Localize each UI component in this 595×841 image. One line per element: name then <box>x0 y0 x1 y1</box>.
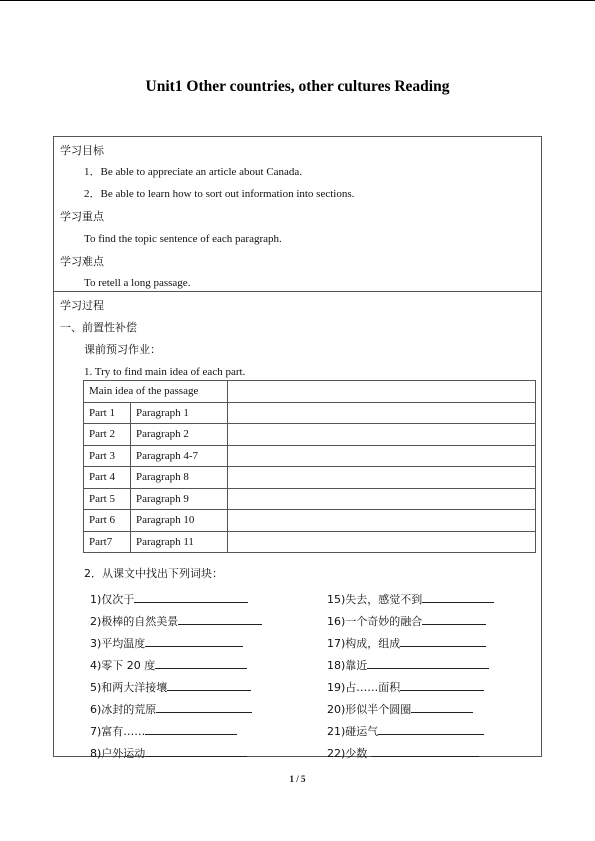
task2-text: 2．从课文中找出下列词块： <box>84 567 223 580</box>
paragraph-cell: Paragraph 8 <box>131 467 228 489</box>
answer-blank[interactable] <box>400 635 486 647</box>
vocab-label: 2)极棒的自然美景 <box>90 615 179 628</box>
table-row <box>84 510 536 532</box>
vocab-label: 1)仅次于 <box>90 593 135 606</box>
difficulty-heading: 学习难点 <box>60 255 104 268</box>
answer-blank[interactable] <box>422 591 494 603</box>
paragraph-cell: Paragraph 10 <box>131 510 228 532</box>
paragraph-cell: Paragraph 2 <box>131 424 228 446</box>
vocab-item <box>90 701 252 716</box>
vocab-label: 20)形似半个圆圈 <box>327 703 412 716</box>
answer-blank[interactable] <box>156 701 252 713</box>
part-cell: Part 4 <box>84 467 131 489</box>
vocab-item <box>327 723 484 738</box>
answer-blank[interactable] <box>378 723 484 735</box>
parts-table <box>83 380 536 553</box>
answer-cell[interactable] <box>228 488 536 510</box>
answer-cell[interactable] <box>228 510 536 532</box>
vocab-label: 6)冰封的荒原 <box>90 703 157 716</box>
part-cell: Part 6 <box>84 510 131 532</box>
section-divider <box>53 291 542 292</box>
vocab-label: 19)占……面积 <box>327 681 401 694</box>
paragraph-cell: Paragraph 9 <box>131 488 228 510</box>
vocab-item <box>90 745 247 760</box>
answer-blank[interactable] <box>367 657 489 669</box>
vocab-item <box>90 657 247 672</box>
answer-blank[interactable] <box>145 635 243 647</box>
vocab-label: 17)构成，组成 <box>327 637 401 650</box>
key-point-text: To find the topic sentence of each paragraph. <box>84 233 282 245</box>
vocab-item <box>90 613 262 628</box>
vocab-label: 22)少数 <box>327 747 371 760</box>
vocab-item <box>327 613 486 628</box>
paragraph-cell: Paragraph 1 <box>131 402 228 424</box>
vocab-item <box>90 591 248 606</box>
answer-blank[interactable] <box>178 613 262 625</box>
answer-cell[interactable] <box>228 467 536 489</box>
part-cell: Part7 <box>84 531 131 553</box>
answer-blank[interactable] <box>167 679 251 691</box>
vocab-item <box>90 679 251 694</box>
key-point-heading: 学习重点 <box>60 210 104 223</box>
part-cell: Part 1 <box>84 402 131 424</box>
objective-item-2: 2．Be able to learn how to sort out information into sections. <box>84 188 355 200</box>
table-answer-cell[interactable] <box>228 381 536 403</box>
part-cell: Part 2 <box>84 424 131 446</box>
answer-blank[interactable] <box>400 679 484 691</box>
answer-blank[interactable] <box>134 591 248 603</box>
vocab-label: 5)和两大洋接壤 <box>90 681 168 694</box>
vocab-item <box>327 591 494 606</box>
table-header-row <box>84 381 536 403</box>
answer-blank[interactable] <box>155 657 247 669</box>
vocab-item <box>327 679 484 694</box>
table-row <box>84 402 536 424</box>
vocab-label: 4)零下 20 度 <box>90 659 156 672</box>
table-row <box>84 424 536 446</box>
table-row <box>84 445 536 467</box>
vocab-label: 8)户外运动 <box>90 747 146 760</box>
table-row <box>84 531 536 553</box>
answer-blank[interactable] <box>411 701 473 713</box>
vocab-label: 21)碰运气 <box>327 725 379 738</box>
answer-blank[interactable] <box>422 613 486 625</box>
page-title: Unit1 Other countries, other cultures Reading <box>145 78 450 95</box>
objectives-heading: 学习目标 <box>60 144 104 157</box>
objective-item-1: 1．Be able to appreciate an article about Canada. <box>84 166 303 178</box>
table-row <box>84 467 536 489</box>
part-cell: Part 5 <box>84 488 131 510</box>
answer-blank[interactable] <box>371 745 479 757</box>
answer-cell[interactable] <box>228 424 536 446</box>
preview-label: 课前预习作业： <box>84 343 161 356</box>
vocab-item <box>327 745 479 760</box>
vocab-item <box>327 701 473 716</box>
top-rule <box>0 0 595 1</box>
answer-blank[interactable] <box>145 745 247 757</box>
answer-blank[interactable] <box>145 723 237 735</box>
vocab-item <box>327 657 489 672</box>
section1-heading: 一、前置性补偿 <box>60 321 137 334</box>
paragraph-cell: Paragraph 4-7 <box>131 445 228 467</box>
table-header-cell: Main idea of the passage <box>84 381 228 403</box>
process-heading: 学习过程 <box>60 299 104 312</box>
paragraph-cell: Paragraph 11 <box>131 531 228 553</box>
task1-text: 1. Try to find main idea of each part. <box>84 366 246 378</box>
vocab-item <box>90 723 237 738</box>
vocab-label: 18)靠近 <box>327 659 368 672</box>
answer-cell[interactable] <box>228 445 536 467</box>
vocab-label: 3)平均温度 <box>90 637 146 650</box>
page-number: 1 / 5 <box>289 774 306 784</box>
vocab-label: 7)富有…… <box>90 725 146 738</box>
answer-cell[interactable] <box>228 531 536 553</box>
vocab-item <box>327 635 486 650</box>
difficulty-text: To retell a long passage. <box>84 277 191 289</box>
vocab-label: 16)一个奇妙的融合 <box>327 615 423 628</box>
part-cell: Part 3 <box>84 445 131 467</box>
table-row <box>84 488 536 510</box>
answer-cell[interactable] <box>228 402 536 424</box>
vocab-item <box>90 635 243 650</box>
vocab-label: 15)失去，感觉不到 <box>327 593 423 606</box>
